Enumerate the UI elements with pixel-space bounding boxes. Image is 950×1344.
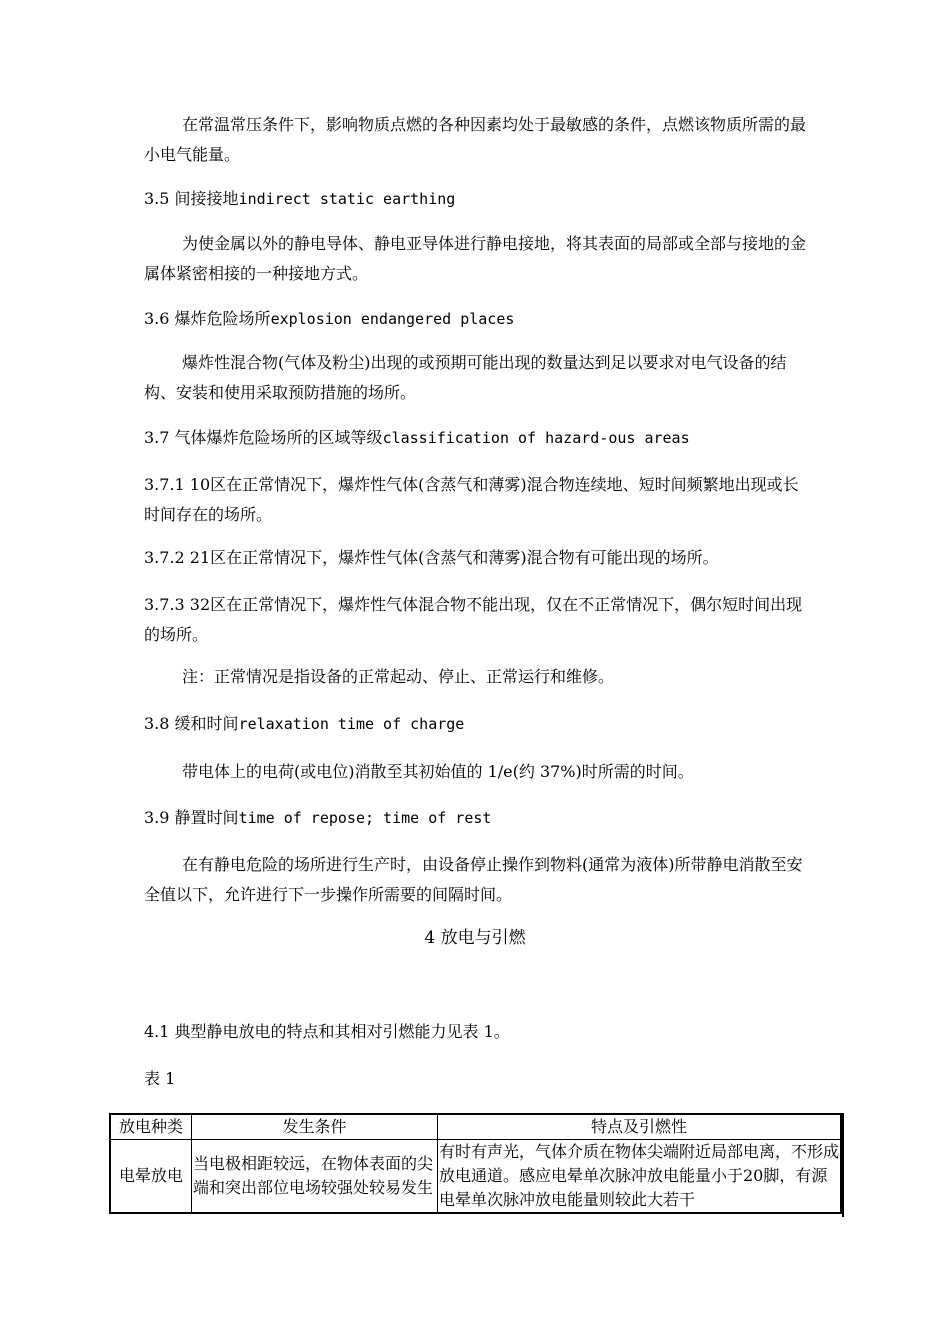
heading-3-7: [144, 427, 690, 449]
cell-condition: 当电极相距较远，在物体表面的尖端和突出部位电场较强处较易发生: [192, 1140, 438, 1214]
paragraph-3-7-1: 3.7.1 10区在正常情况下，爆炸性气体(含蒸气和薄雾)混合物连续地、短时间频繁地出现或长时间存在的场所。: [144, 475, 799, 524]
table-row: [110, 1140, 841, 1214]
heading-en: explosion endangered places: [270, 310, 515, 328]
heading-number: 3.7: [144, 428, 170, 447]
table-outer-border: [842, 1113, 844, 1217]
heading-cn: 静置时间: [174, 808, 239, 827]
header-feature: 特点及引燃性: [438, 1114, 842, 1140]
heading-number: 3.5: [144, 189, 170, 208]
paragraph-indirect-earthing: 为使金属以外的静电导体、静电亚导体进行静电接地，将其表面的局部或全部与接地的金属体紧密相接的一种接地方式。: [144, 234, 807, 283]
paragraph-explosion-places: 爆炸性混合物(气体及粉尘)出现的或预期可能出现的数量达到足以要求对电气设备的结构、安装和使用采取预防措施的场所。: [144, 353, 787, 402]
heading-number: 3.8: [144, 714, 170, 733]
paragraph-4-1: 4.1 典型静电放电的特点和其相对引燃能力见表 1。: [144, 1022, 510, 1041]
heading-en: indirect static earthing: [238, 190, 456, 208]
heading-3-9: [144, 807, 491, 829]
paragraph-note: 注：正常情况是指设备的正常起动、停止、正常运行和维修。: [182, 667, 615, 686]
heading-cn: 间接接地: [174, 189, 239, 208]
paragraph-relaxation-time: 带电体上的电荷(或电位)消散至其初始值的 1/e(约 37%)时所需的时间。: [182, 762, 694, 781]
cell-feature: 有时有声光，气体介质在物体尖端附近局部电离，不形成放电通道。感应电晕单次脉冲放电能量小于20脚，有源电晕单次脉冲放电能量则较此大若干: [438, 1140, 842, 1214]
heading-en: classification of hazard-ous areas: [382, 429, 690, 447]
paragraph-3-7-2: 3.7.2 21区在正常情况下，爆炸性气体(含蒸气和薄雾)混合物有可能出现的场所。: [144, 548, 719, 567]
heading-number: 3.9: [144, 808, 170, 827]
heading-cn: 爆炸危险场所: [174, 309, 271, 328]
cell-discharge-type: 电晕放电: [110, 1140, 192, 1214]
heading-en: time of repose; time of rest: [238, 809, 492, 827]
header-discharge-type: 放电种类: [110, 1114, 192, 1140]
table-label: 表 1: [144, 1069, 176, 1088]
section-title-4: 4 放电与引燃: [424, 928, 526, 948]
heading-en: relaxation time of charge: [238, 715, 465, 733]
heading-3-8: [144, 713, 464, 735]
table-header-row: [110, 1114, 841, 1140]
paragraph-repose-time: 在有静电危险的场所进行生产时，由设备停止操作到物料(通常为液体)所带静电消散至安全值以下，允许进行下一步操作所需要的间隔时间。: [144, 855, 803, 904]
paragraph-min-ignition-energy: 在常温常压条件下，影响物质点燃的各种因素均处于最敏感的条件，点燃该物质所需的最小电气能量。: [144, 115, 807, 164]
heading-3-6: [144, 308, 514, 330]
header-condition: 发生条件: [192, 1114, 438, 1140]
paragraph-3-7-3: 3.7.3 32区在正常情况下，爆炸性气体混合物不能出现，仅在不正常情况下，偶尔短时间出现的场所。: [144, 595, 803, 644]
heading-cn: 气体爆炸危险场所的区域等级: [174, 428, 383, 447]
discharge-table: [109, 1113, 842, 1214]
heading-cn: 缓和时间: [174, 714, 239, 733]
heading-number: 3.6: [144, 309, 170, 328]
heading-3-5: [144, 188, 455, 210]
